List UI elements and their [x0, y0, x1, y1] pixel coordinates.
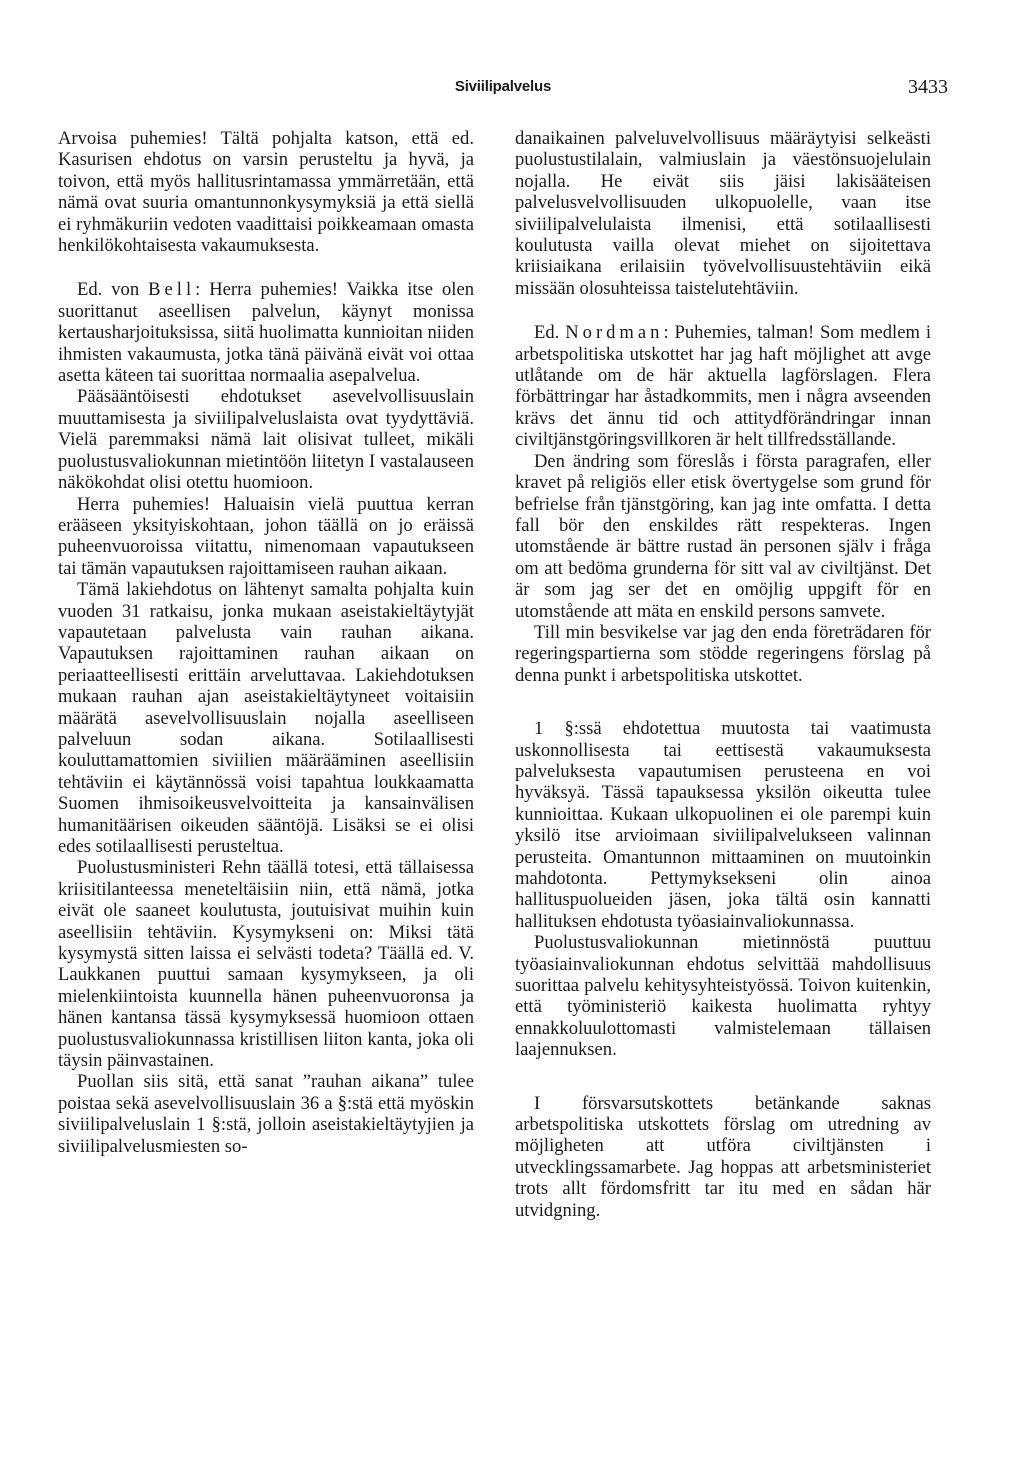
paragraph: I försvarsutskottets betänkande saknas arbetspolitiska utskottets förslag om utredning av möjligheten att utföra civiltjänsten i utvecklingssamarbete. Jag hoppas att arbetsministeriet trots allt fördomsfritt tar itu med en sådan här utvidgning.	[515, 1092, 931, 1221]
right-column	[515, 128, 931, 1221]
paragraph: Arvoisa puhemies! Tältä pohjalta katson, että ed. Kasurisen ehdotus on varsin perusteltu ja hyvä, ja toivon, että myös hallitusrintamassa ymmärretään, että nämä ovat suuria omantunnonkysymyksiä ja että siellä ei ryhmäkuriin vedoten vaadittaisi poikkeamaan omasta henkilökohtaisesta vakaumuksesta.	[58, 128, 474, 257]
speech-prefix: Ed. von	[77, 279, 140, 301]
paragraph: Tämä lakiehdotus on lähtenyt samalta pohjalta kuin vuoden 31 ratkaisu, jonka mukaan aseistakieltäytyjät vapautetaan palvelusta vain rauhan aikana. Vapautuksen rajoittaminen rauhan aikaan on periaatteellisesti erittäin arveluttavaa. Lakiehdotuksen mukaan rauhan ajan aseistakieltäytyneet voitaisiin määrätä asevelvollisuuslain nojalla aseelliseen palveluun sodan aikana. Sotilaallisesti kouluttamattomien siviilien määrääminen aseellisiin tehtäviin ei käytännössä voisi tapahtua loukkaamatta Suomen ihmisoikeusvelvoitteita ja kansainvälisen humanitäärisen oikeuden sääntöjä. Lisäksi se ei olisi edes sotilaallisesti perusteltua.	[58, 579, 474, 857]
paragraph: Puolustusvaliokunnan mietinnöstä puuttuu työasiainvaliokunnan ehdotus selvittää mahdollisuus suorittaa palvelu kehitysyhteistyössä. Toivon kuitenkin, että työministeriö kaikesta huolimatta ryhtyy ennakkoluulottomasti valmistelemaan tällaisen laajennuksen.	[515, 932, 931, 1061]
page-header	[58, 78, 948, 102]
speech-text: : Herra puhemies! Vaikka itse olen suorittanut aseellisen palvelun, käynyt monissa kertausharjoituksissa, siitä huolimatta kunnioitan niiden ihmisten vakaumusta, jotka tänä päivänä eivät voi ottaa asetta käteen tai suorittaa normaalia asepalvelua.	[58, 279, 474, 387]
speech-paragraph	[58, 279, 474, 386]
paragraph: Pääsääntöisesti ehdotukset asevelvollisuuslain muuttamisesta ja siviilipalveluslaista ovat tyydyttäviä. Vielä paremmaksi nämä lait olisivat tulleet, mikäli puolustusvaliokunnan mietintöön liitetyn I vastalauseen näkökohdat olisi otettu huomioon.	[58, 386, 474, 494]
paragraph: Puolustusministeri Rehn täällä totesi, että tällaisessa kriisitilanteessa meneteltäisiin niin, että nämä, jotka eivät ole saaneet koulutusta, joutuisivat muihin kuin aseellisiin tehtäviin. Kysymykseni on: Miksi tätä kysymystä sitten laissa ei selvästi todeta? Täällä ed. V. Laukkanen puuttui samaan kysymykseen, ja oli mielenkiintoista kuunnella hänen puheenvuoronsa ja hänen kantansa tässä kysymyksessä huomioon ottaen puolustusvaliokunnassa kristillisen liiton kanta, joka oli täysin päinvastainen.	[58, 857, 474, 1072]
speech-text: : Puhemies, talman! Som medlem i arbetspolitiska utskottet har jag haft möjlighet att avge utlåtande om de här aktuella lagförslagen. Flera förbättringar har åstadkommits, men i några avseenden krävs det ännu tid och attitydförändringar innan civiltjänstgöringsvillkoren är helt tillfredsställande.	[515, 322, 932, 451]
running-title: Siviilipalvelus	[454, 78, 552, 95]
speech-prefix: Ed.	[534, 322, 560, 344]
paragraph: 1 §:ssä ehdotettua muutosta tai vaatimusta uskonnollisesta tai eettisestä vakaumuksesta palveluksesta vapautumisen perusteena en voi hyväksyä. Tässä tapauksessa yksilön oikeutta tulee kunnioittaa. Kukaan ulkopuolinen ei ole parempi kuin yksilö itse arvioimaan siviilipalvelukseen valinnan perusteita. Omantunnon mittaaminen on muutoinkin mahdotonta. Pettymyksekseni olin ainoa hallituspuolueiden jäsen, joka tältä osin kannatti hallituksen ehdotusta työasiainvaliokunnassa.	[515, 718, 931, 932]
paragraph: Den ändring som föreslås i första paragrafen, eller kravet på religiös eller etisk övertygelse som grund för befrielse från tjänstgöring, kan jag inte omfatta. I detta fall bör den enskildes rätt respekteras. Ingen utomstående är bättre rustad än personen själv i fråga om att bedöma grunderna för sitt val av civiltjänst. Det är som jag ser det en omöjlig uppgift för en utomstående att mäta en enskild persons samvete.	[515, 450, 931, 622]
paragraph: Puollan siis sitä, että sanat ”rauhan aikana” tulee poistaa sekä asevelvollisuuslain 36 a §:stä että myöskin siviilipalveluslain 1 §:stä, jolloin aseistakieltäytyjien ja siviilipalvelusmiesten so-	[58, 1071, 474, 1157]
speaker-name: Bell	[148, 279, 196, 301]
speaker-name: Nordman	[565, 322, 664, 344]
speech-paragraph	[515, 322, 931, 450]
paragraph: Herra puhemies! Haluaisin vielä puuttua kerran erääseen yksityiskohtaan, johon täällä on jo eräissä puheenvuoroissa viitattu, nimenomaan vapautukseen tai tämän vapautuksen rajoittamiseen rauhan aikaan.	[58, 493, 474, 579]
paragraph: Till min besvikelse var jag den enda företrädaren för regeringspartierna som stödde regeringens förslag på denna punkt i arbetspolitiska utskottet.	[515, 621, 931, 686]
paragraph: danaikainen palveluvelvollisuus määräytyisi selkeästi puolustustilalain, valmiuslain ja väestönsuojelulain nojalla. He eivät siis jäisi lakisääteisen palvelusvelvollisuuden ulkopuolelle, vaan itse siviilipalvelulaista ilmenisi, että sotilaallisesti koulutusta vailla olevat miehet on sijoitettava kriisiaikana erilaisiin työvelvollisuustehtäviin eikä missään olosuhteissa taistelutehtäviin.	[515, 128, 931, 299]
left-column	[58, 128, 474, 1157]
page-number: 3433	[908, 76, 948, 98]
